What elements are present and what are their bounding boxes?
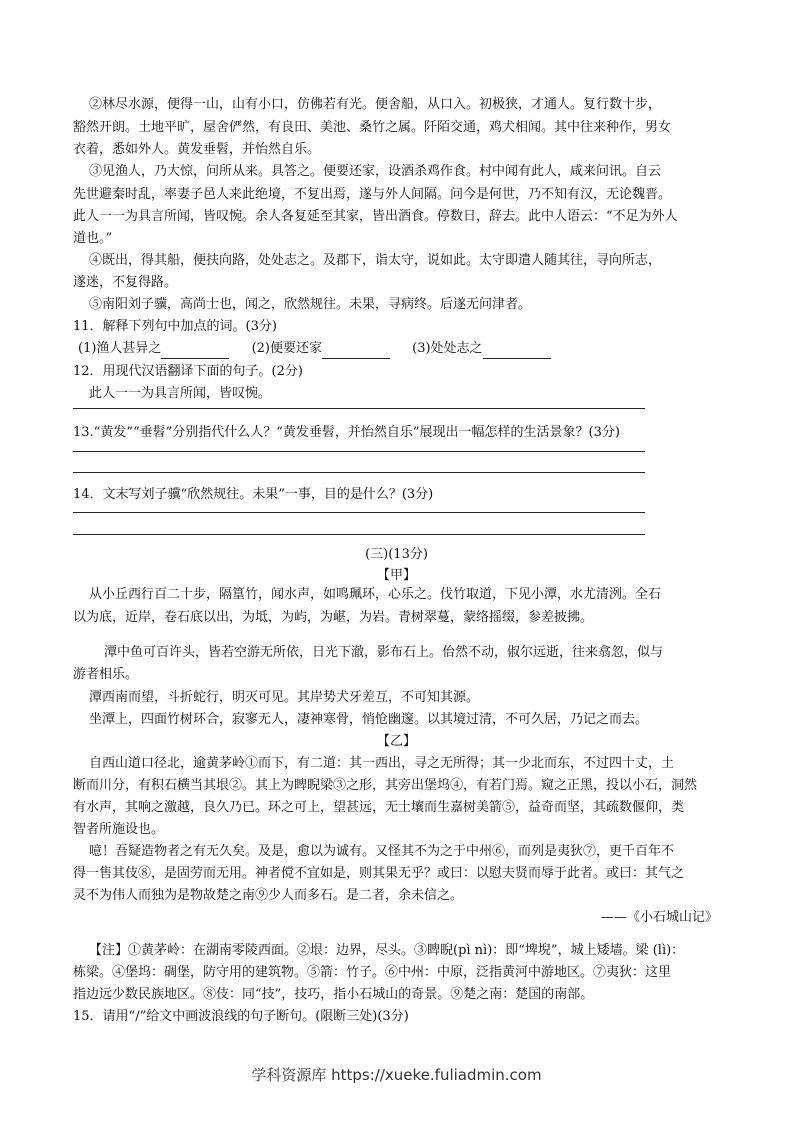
passage-line: 智者所施设也。 — [73, 822, 165, 837]
question-13: 13.“黄发”“垂髫”分别指代什么人？“黄发垂髫，并怡然自乐”展现出一幅怎样的生活景象？(3分) — [73, 425, 620, 440]
passage-line: 先世避秦时乱，率妻子邑人来此绝境，不复出焉，遂与外人间隔。问今是何世，乃不知有汉，无论魏晋。 — [73, 187, 672, 202]
passage-line: ②林尽水源，便得一山，山有小口，仿佛若有光。便舍船，从口入。初极狭，才通人。复行数十步， — [89, 97, 662, 112]
passage-line: 此人一一为具言所闻，皆叹惋。余人各复延至其家，皆出酒食。停数日，辞去。此中人语云：“不足为外人 — [73, 209, 678, 224]
answer-line[interactable] — [73, 512, 645, 513]
passage-line: 从小丘西行百二十步，隔篁竹，闻水声，如鸣珮环，心乐之。伐竹取道，下见小潭，水尤清洌。全石 — [89, 587, 662, 602]
passage-line: 自西山道口径北，逾黄茅岭①而下，有二道：其一西出，寻之无所得；其一少北而东，不过四十丈，土 — [89, 756, 675, 771]
answer-blank[interactable] — [322, 344, 390, 359]
answer-line[interactable] — [73, 534, 645, 535]
question-11: 11．解释下列句中加点的词。(3分) — [73, 319, 277, 334]
passage-line: ④既出，得其船，便扶向路，处处志之。及郡下，诣太守，说如此。太守即遣人随其往，寻向所志， — [89, 253, 662, 268]
yi-title: 【乙】 — [376, 734, 416, 749]
answer-blank[interactable] — [483, 344, 551, 359]
passage-line: 断而川分，有积石横当其垠②。其上为睥睨梁③之形，其旁出堡坞④，有若门焉。窥之正黑，投以小石，洞然 — [73, 778, 698, 793]
passage-line: 道也。” — [73, 231, 113, 246]
q11-item-3: (3)处处志之 — [412, 341, 483, 356]
passage-line: 以为底，近岸，卷石底以出，为坻，为屿，为嵁，为岩。青树翠蔓，蒙络摇缀，参差披拂。 — [73, 610, 594, 625]
q11-item-1: (1)渔人甚异之 — [78, 341, 162, 356]
section-header: (三)(13分) — [365, 547, 428, 562]
passage-line: 豁然开朗。土地平旷，屋舍俨然，有良田、美池、桑竹之属。阡陌交通，鸡犬相闻。其中往来种作，男女 — [73, 120, 672, 135]
answer-line[interactable] — [73, 451, 645, 452]
passage-line: ③见渔人，乃大惊，问所从来。具答之。便要还家，设酒杀鸡作食。村中闻有此人，咸来问讯。自云 — [89, 164, 662, 179]
q11-item-2: (2)便要还家 — [251, 341, 322, 356]
passage-line: 有水声，其响之激越，良久乃已。环之可上，望甚远，无土壤而生嘉树美箭⑤，益奇而坚，其疏数偃仰，类 — [73, 800, 685, 815]
passage-line: 得一售其伎⑧，是固劳而无用。神者傥不宜如是，则其果无乎？或曰：以慰夫贤而辱于此者。或曰：其气之 — [73, 866, 685, 881]
question-15: 15．请用“/”给文中画波浪线的句子断句。(限断三处)(3分) — [73, 1009, 409, 1024]
footer-watermark: 学科资源库 https://xueke.fuliadmin.com — [251, 1066, 542, 1084]
passage-line: ⑤南阳刘子骥，高尚士也，闻之，欣然规往。未果，寻病终。后遂无问津者。 — [89, 297, 532, 312]
passage-line: 潭中鱼可百许头，皆若空游无所依，日光下澈，影布石上。佁然不动，俶尔远逝，往来翕忽，似与 — [104, 645, 664, 660]
passage-line: 遂迷，不复得路。 — [73, 275, 178, 290]
notes-line: 【注】①黄茅岭：在湖南零陵西面。②垠：边界，尽头。③睥睨(pì nì)：即“埤堄”，城上矮墙。梁 (lì)： — [89, 943, 685, 958]
passage-line: 潭西南而望，斗折蛇行，明灭可见。其岸势犬牙差互，不可知其源。 — [89, 690, 480, 705]
question-11-items — [78, 339, 569, 359]
passage-line: 坐潭上，四面竹树环合，寂寥无人，凄神寒骨，悄怆幽邃。以其境过清，不可久居，乃记之而去。 — [89, 712, 649, 727]
question-14: 14．文末写刘子骥“欣然规往。未果”一事，目的是什么？(3分) — [73, 487, 434, 502]
passage-line: 灵不为伟人而独为是物故楚之南⑨少人而多石。是二者，余未信之。 — [73, 888, 464, 903]
source-citation: ——《小石城山记》 — [600, 910, 718, 925]
passage-line: 游者相乐。 — [73, 667, 139, 682]
answer-line[interactable] — [73, 408, 645, 409]
jia-title: 【甲】 — [376, 568, 416, 583]
notes-line: 指边远少数民族地区。⑧伎：同“技”，技巧，指小石城山的奇景。⑨楚之南：楚国的南部。 — [73, 987, 594, 1002]
answer-blank[interactable] — [161, 344, 229, 359]
question-12: 12．用现代汉语翻译下面的句子。(2分) — [73, 364, 303, 379]
passage-line: 噫！吾疑造物者之有无久矣。及是，愈以为诚有。又怪其不为之于中州⑥，而列是夷狄⑦，更千百年不 — [89, 844, 675, 859]
question-12-sentence: 此人一一为具言所闻，皆叹惋。 — [89, 386, 272, 401]
answer-line[interactable] — [73, 472, 645, 473]
passage-line: 衣着，悉如外人。黄发垂髫，并怡然自乐。 — [73, 142, 321, 157]
notes-line: 栋梁。④堡坞：碉堡，防守用的建筑物。⑤箭：竹子。⑥中州：中原，泛指黄河中游地区。⑦夷狄：这里 — [73, 965, 672, 980]
